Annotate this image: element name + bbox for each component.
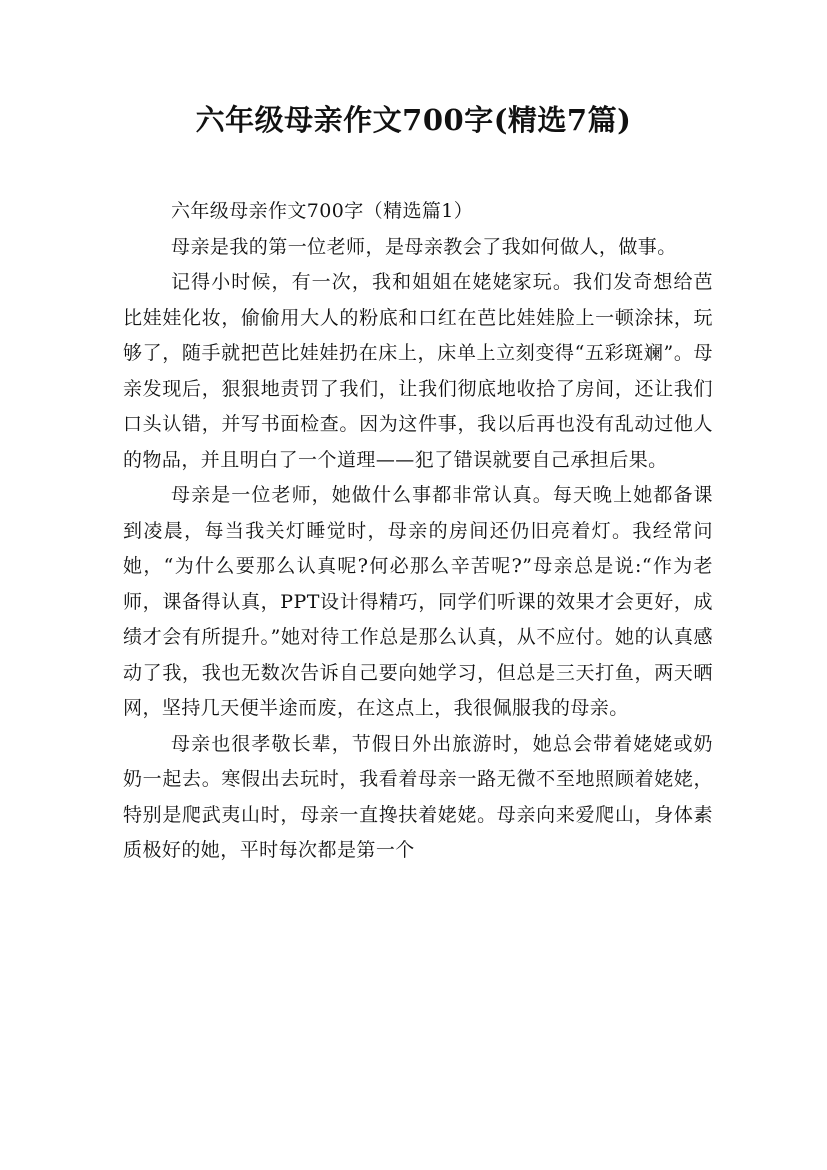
paragraph-2: 记得小时候，有一次，我和姐姐在姥姥家玩。我们发奇想给芭比娃娃化妆，偷偷用大人的粉底和口红在芭比娃娃脸上一顿涂抹，玩够了，随手就把芭比娃娃扔在床上，床单上立刻变得“五彩斑斓”。母亲发现后，狠狠地责罚了我们，让我们彻底地收拾了房间，还让我们口头认错，并写书面检查。因为这件事，我以后再也没有乱动过他人的物品，并且明白了一个道理——犯了错误就要自己承担后果。	[123, 271, 713, 471]
paragraph-3: 母亲是一位老师，她做什么事都非常认真。每天晚上她都备课到凌晨，每当我关灯睡觉时，母亲的房间还仍旧亮着灯。我经常问她，“为什么要那么认真呢?何必那么辛苦呢?”母亲总是说:“作为老师，课备得认真，PPT设计得精巧，同学们听课的效果才会更好，成绩才会有所提升。”她对待工作总是那么认真，从不应付。她的认真感动了我，我也无数次告诉自己要向她学习，但总是三天打鱼，两天晒网，坚持几天便半途而废，在这点上，我很佩服我的母亲。	[123, 484, 713, 719]
document-body	[123, 194, 713, 869]
paragraph-4: 母亲也很孝敬长辈，节假日外出旅游时，她总会带着姥姥或奶奶一起去。寒假出去玩时，我看着母亲一路无微不至地照顾着姥姥，特别是爬武夷山时，母亲一直搀扶着姥姥。母亲向来爱爬山，身体素质极好的她，平时每次都是第一个	[123, 732, 713, 861]
section-heading: 六年级母亲作文700字（精选篇1）	[171, 200, 474, 222]
document-title: 六年级母亲作文700字(精选7篇)	[195, 103, 632, 137]
paragraph-1: 母亲是我的第一位老师，是母亲教会了我如何做人，做事。	[171, 235, 677, 258]
